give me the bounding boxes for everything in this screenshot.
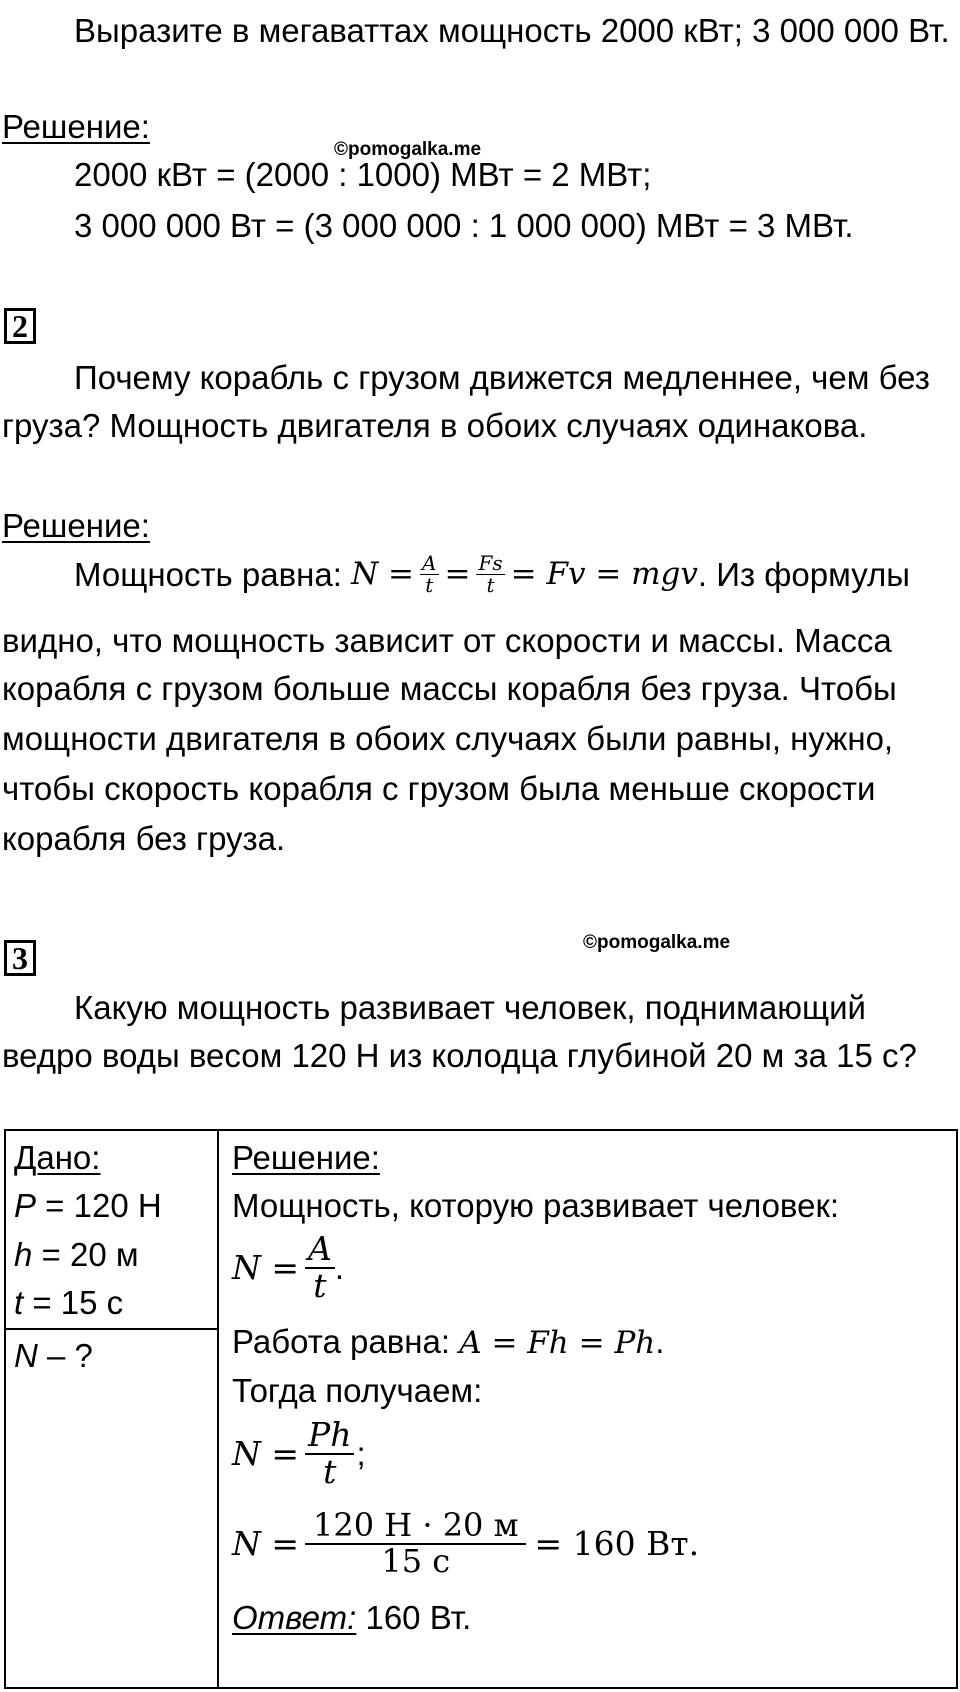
task2-question-line1: Почему корабль с грузом движется медленнее, чем без: [74, 359, 930, 396]
task1-line1: 2000 кВт = (2000 : 1000) МВт = 2 МВт;: [74, 156, 652, 193]
work-line: [232, 1325, 664, 1359]
given-var: P: [14, 1187, 37, 1224]
task2-text-line2: корабля с грузом больше массы корабля без груза. Чтобы: [2, 670, 897, 707]
table-given-divider: [4, 1328, 219, 1330]
task2-text-line1: видно, что мощность зависит от скорости и массы. Масса: [2, 622, 892, 659]
formula-fraction-A-over-t: [420, 553, 438, 596]
task2-number-box: 2: [4, 308, 36, 344]
given-value: = 20 м: [32, 1236, 139, 1273]
given-label: Дано:: [14, 1139, 101, 1176]
fraction-Ph-over-t: [305, 1415, 354, 1491]
given-var: t: [14, 1284, 24, 1321]
table-column-divider: [217, 1129, 219, 1689]
find-var: N: [14, 1337, 38, 1374]
fraction-numerator: 120 Н · 20 м: [305, 1509, 526, 1545]
watermark-1: ©pomogalka.me: [334, 139, 482, 160]
task3-solution-line1: Мощность, которую развивает человек:: [232, 1187, 840, 1224]
formula-N: N =: [351, 556, 415, 592]
answer-value: 160 Вт.: [356, 1599, 472, 1636]
task2-question-line2: груза? Мощность двигателя в обоих случаях одинакова.: [2, 407, 868, 444]
formula-N-A-over-t: [232, 1229, 345, 1305]
work-prefix: Работа равна:: [232, 1323, 460, 1360]
task3-question-line1: Какую мощность развивает человек, поднимающий: [74, 989, 866, 1026]
given-var: h: [14, 1236, 33, 1273]
formula-fraction-Fs-over-t: [476, 553, 504, 596]
task3-question-line2: ведро воды весом 120 Н из колодца глубиной 20 м за 15 с?: [2, 1037, 917, 1074]
formula-result: = 160 Вт.: [534, 1524, 700, 1564]
task2-text-line4: чтобы скорость корабля с грузом была меньше скорости: [2, 770, 876, 807]
work-formula: A = Fh = Ph: [459, 1325, 656, 1361]
task1-line2: 3 000 000 Вт = (3 000 000 : 1 000 000) МВт = 3 МВт.: [74, 207, 854, 244]
then-line: Тогда получаем:: [232, 1372, 483, 1409]
fraction-numerator: A: [305, 1232, 335, 1269]
formula-suffix: . Из формулы: [697, 556, 910, 593]
fraction-numerator: A: [422, 551, 437, 575]
find-item-N: [14, 1339, 93, 1372]
watermark-2: ©pomogalka.me: [583, 932, 731, 953]
fraction-denominator: t: [486, 573, 495, 597]
given-item-t: [14, 1286, 123, 1319]
fraction-denominator: 15 с: [381, 1541, 451, 1580]
fraction-denominator: t: [313, 1265, 327, 1305]
fraction-numeric: [305, 1506, 526, 1580]
task3-number-box: 3: [4, 940, 36, 976]
formula-end: .: [334, 1249, 345, 1287]
formula-prefix: Мощность равна:: [74, 556, 352, 593]
task2-text-line5: корабля без груза.: [2, 820, 286, 857]
work-end: .: [655, 1323, 665, 1360]
given-value: = 120 Н: [36, 1187, 162, 1224]
fraction-denominator: t: [323, 1451, 337, 1491]
find-rest: – ?: [37, 1337, 93, 1374]
fraction-A-over-t: [305, 1229, 335, 1305]
given-value: = 15 с: [23, 1284, 124, 1321]
fraction-denominator: t: [425, 573, 434, 597]
formula-N: N =: [232, 1524, 300, 1564]
task2-formula-line: [74, 553, 910, 596]
formula-N-Ph-over-t: [232, 1415, 366, 1491]
task1-text: Выразите в мегаваттах мощность 2000 кВт; 3 000 000 Вт.: [74, 12, 950, 49]
answer-line: [232, 1601, 471, 1634]
task3-solution-label: Решение:: [232, 1139, 380, 1176]
formula-equals: =: [444, 556, 471, 592]
formula-end: ;: [356, 1435, 366, 1473]
formula-rest: = Fv = mgv: [510, 556, 698, 592]
formula-N: N =: [232, 1248, 300, 1288]
formula-N: N =: [232, 1434, 300, 1474]
task2-text-line3: мощности двигателя в обоих случаях были равны, нужно,: [2, 720, 894, 757]
given-item-h: [14, 1238, 139, 1271]
fraction-numerator: Ph: [305, 1418, 354, 1455]
task1-solution-label: Решение:: [2, 108, 150, 145]
given-item-P: [14, 1189, 162, 1222]
formula-numeric: [232, 1506, 700, 1580]
answer-label: Ответ:: [232, 1599, 357, 1636]
task2-solution-label: Решение:: [2, 507, 150, 544]
fraction-numerator: Fs: [478, 551, 503, 575]
